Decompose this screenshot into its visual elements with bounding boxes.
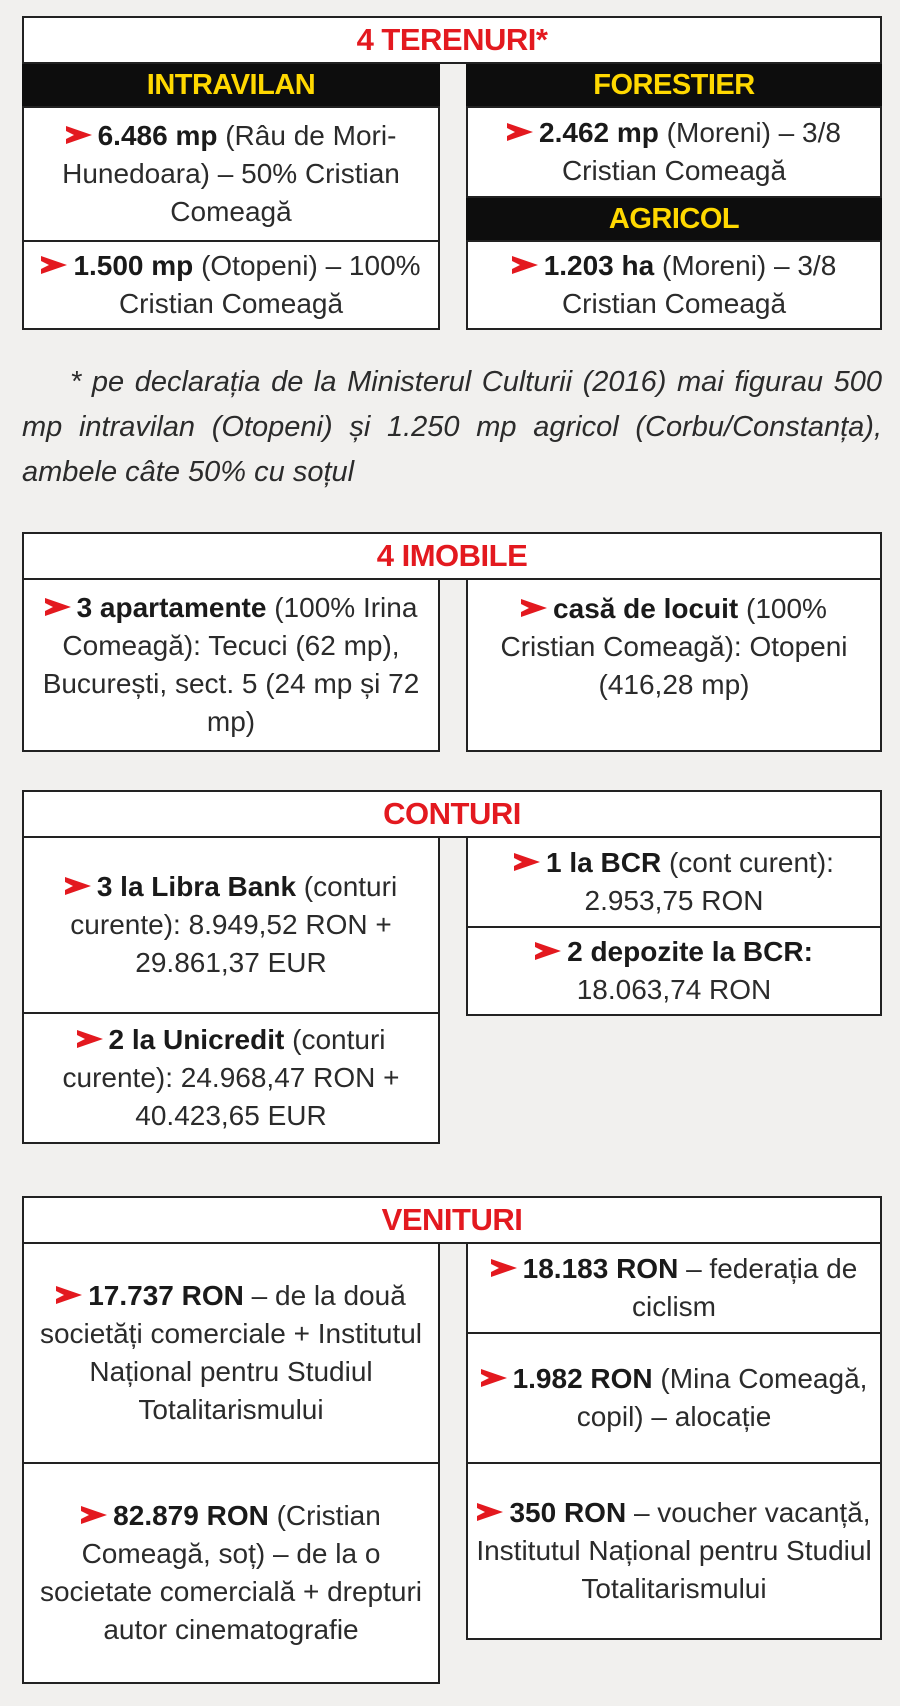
venituri-right-item-3: 350 RON – voucher vacanță, Institutul Național pentru Studiul Totalitarismului (466, 1462, 882, 1640)
imobile-title: 4 IMOBILE (22, 532, 882, 580)
arrow-icon (491, 1259, 517, 1277)
arrow-icon (535, 942, 561, 960)
arrow-icon (77, 1030, 103, 1048)
intravilan-item-2: 1.500 mp (Otopeni) – 100% Cristian Comeagă (22, 240, 440, 330)
venituri-left-item-1: 17.737 RON – de la două societăți comerciale + Institutul Național pentru Studiul Totalitarismului (22, 1242, 440, 1464)
imobile-item-1: 3 apartamente (100% Irina Comeagă): Tecuci (62 mp), București, sect. 5 (24 mp și 72 mp) (22, 578, 440, 752)
venituri-right-item-1: 18.183 RON – federația de ciclism (466, 1242, 882, 1334)
intravilan-band: INTRAVILAN (22, 64, 440, 106)
arrow-icon (41, 256, 67, 274)
arrow-icon (56, 1286, 82, 1304)
venituri-title: VENITURI (22, 1196, 882, 1244)
arrow-icon (514, 853, 540, 871)
venituri-left-item-2: 82.879 RON (Cristian Comeagă, soț) – de la o societate comercială + drepturi autor cinematografie (22, 1462, 440, 1684)
agricol-band: AGRICOL (466, 198, 882, 240)
arrow-icon (81, 1506, 107, 1524)
conturi-left-item-2: 2 la Unicredit (conturi curente): 24.968,47 RON + 40.423,65 EUR (22, 1012, 440, 1144)
terenuri-footnote: * pe declarația de la Ministerul Culturii (2016) mai figurau 500 mp intravilan (Otopeni) și 1.250 mp agricol (Corbu/Constanța), ambele câte 50% cu soțul (22, 366, 882, 488)
arrow-icon (65, 877, 91, 895)
forestier-item: 2.462 mp (Moreni) – 3/8 Cristian Comeagă (466, 106, 882, 198)
terenuri-title: 4 TERENURI* (22, 16, 882, 64)
arrow-icon (477, 1503, 503, 1521)
arrow-icon (507, 123, 533, 141)
arrow-icon (45, 598, 71, 616)
conturi-left-item-1: 3 la Libra Bank (conturi curente): 8.949,52 RON + 29.861,37 EUR (22, 836, 440, 1014)
conturi-title: CONTURI (22, 790, 882, 838)
conturi-right-item-2: 2 depozite la BCR: 18.063,74 RON (466, 926, 882, 1016)
imobile-item-2: casă de locuit (100% Cristian Comeagă): Otopeni (416,28 mp) (466, 578, 882, 752)
conturi-right-item-1: 1 la BCR (cont curent): 2.953,75 RON (466, 836, 882, 928)
agricol-item: 1.203 ha (Moreni) – 3/8 Cristian Comeagă (466, 240, 882, 330)
arrow-icon (481, 1369, 507, 1387)
arrow-icon (521, 599, 547, 617)
venituri-right-item-2: 1.982 RON (Mina Comeagă, copil) – alocație (466, 1332, 882, 1464)
arrow-icon (66, 126, 92, 144)
forestier-band: FORESTIER (466, 64, 882, 106)
arrow-icon (512, 256, 538, 274)
intravilan-item-1: 6.486 mp (Râu de Mori-Hunedoara) – 50% Cristian Comeagă (22, 106, 440, 242)
